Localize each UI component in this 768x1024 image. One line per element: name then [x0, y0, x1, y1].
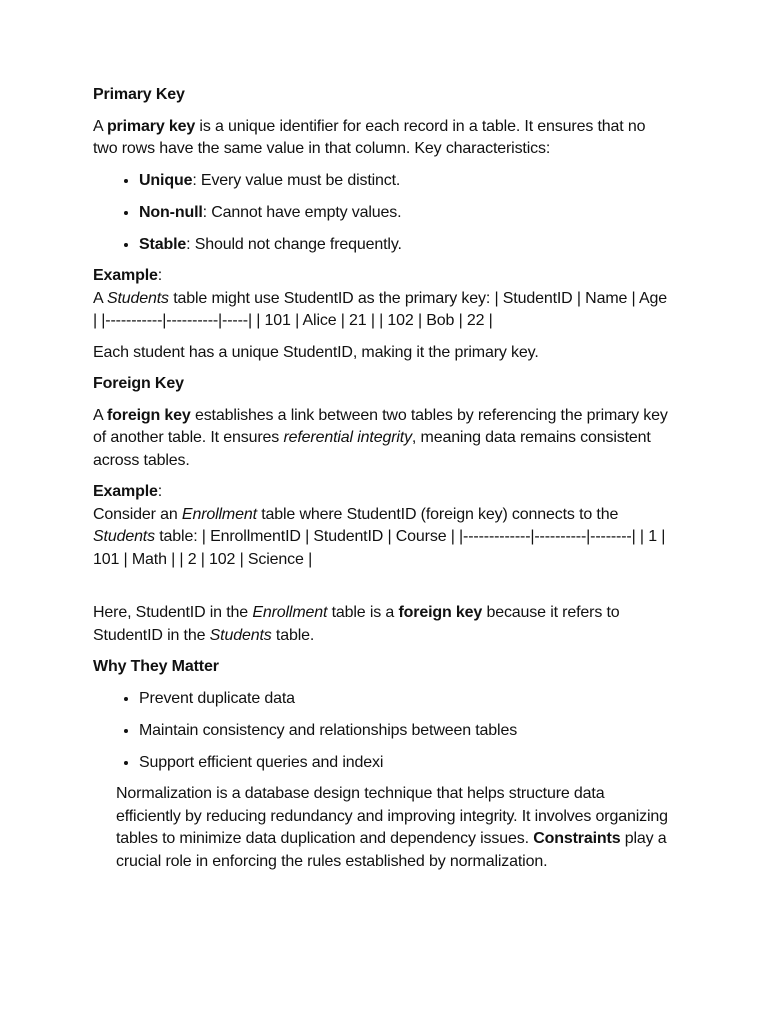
foreign-key-heading: Foreign Key — [93, 375, 184, 392]
list-item: • Non-null: Cannot have empty values. — [139, 202, 673, 225]
foreign-key-explanation: Here, StudentID in the Enrollment table is a foreign key because it refers to StudentID in the Students table. — [93, 604, 620, 644]
primary-key-conclusion: Each student has a unique StudentID, making it the primary key. — [93, 343, 539, 361]
why-they-matter-list — [93, 688, 673, 775]
primary-key-heading: Primary Key — [93, 86, 185, 103]
foreign-key-example: Example: Consider an Enrollment table where StudentID (foreign key) connects to the Students table: | EnrollmentID | StudentID | Course | |-------------|----------|--------| | 1 | 101 | Math | | 2 | 102 | Science | — [93, 483, 666, 568]
list-item: • Unique: Every value must be distinct. — [139, 170, 673, 193]
document-body — [93, 84, 673, 882]
spacer — [93, 571, 673, 602]
normalization-paragraph: Normalization is a database design technique that helps structure data efficiently by reducing redundancy and improving integrity. It involves organizing tables to minimize data duplication and dependency issues. Constraints play a crucial role in enforcing the rules established by normalization. — [116, 785, 668, 870]
primary-key-example: Example: A Students table might use StudentID as the primary key: | StudentID | Name | Age | |-----------|----------|-----| | 101 | Alice | 21 | | 102 | Bob | 22 | — [93, 267, 667, 329]
list-item: • Support efficient queries and indexi — [139, 752, 673, 775]
list-item: • Maintain consistency and relationships between tables — [139, 720, 673, 743]
list-item: • Stable: Should not change frequently. — [139, 234, 673, 257]
primary-key-intro: A primary key is a unique identifier for each record in a table. It ensures that no two rows have the same value in that column. Key characteristics: — [93, 117, 646, 157]
primary-key-characteristics-list — [93, 170, 673, 257]
why-they-matter-heading: Why They Matter — [93, 658, 219, 675]
list-item: • Prevent duplicate data — [139, 688, 673, 711]
foreign-key-intro: A foreign key establishes a link between two tables by referencing the primary key of another table. It ensures referential integrity, meaning data remains consistent across tables. — [93, 406, 668, 469]
